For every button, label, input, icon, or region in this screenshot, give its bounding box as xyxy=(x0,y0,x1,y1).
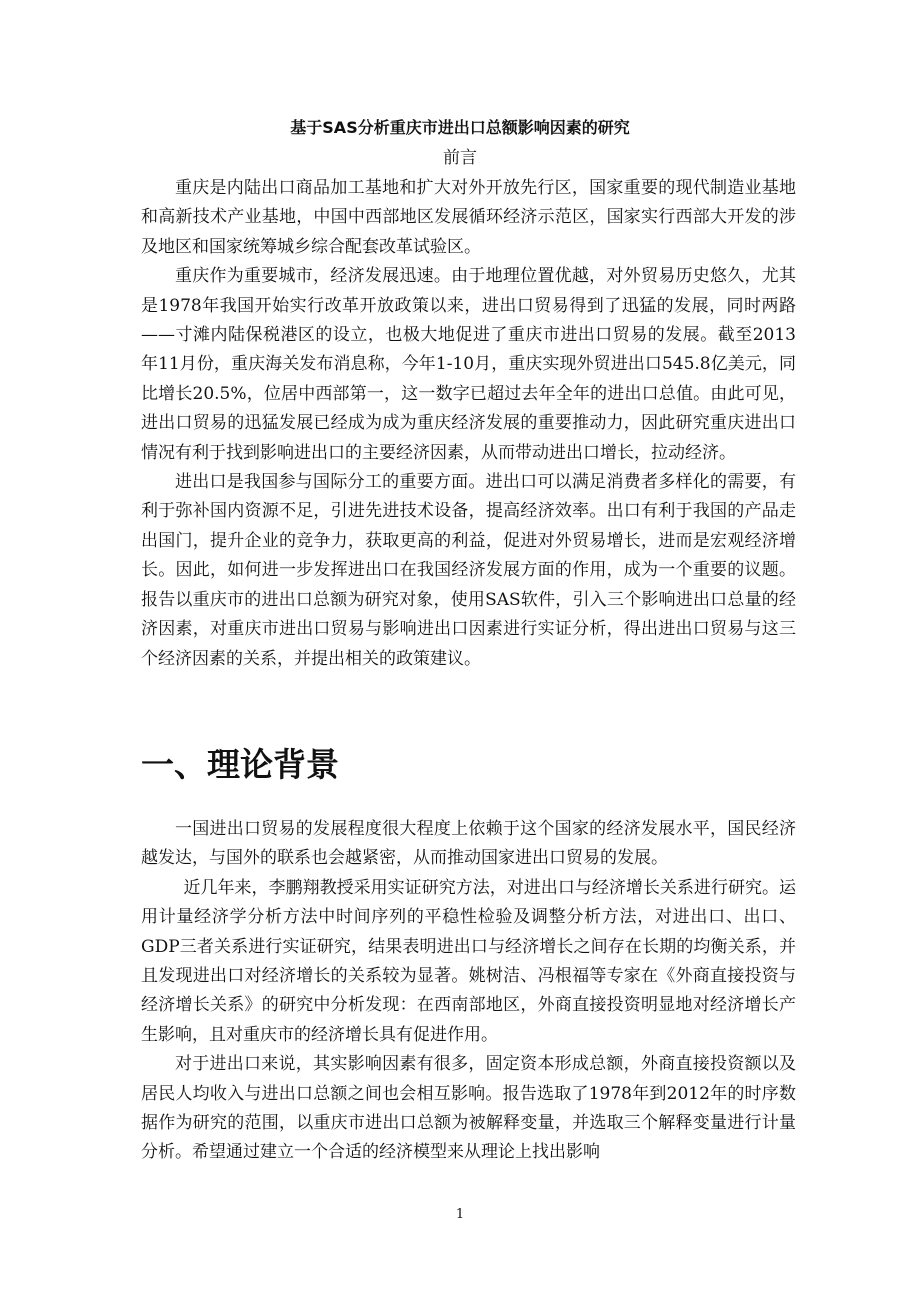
page-number: 1 xyxy=(455,1207,465,1222)
intro-paragraph-1: 重庆是内陆出口商品加工基地和扩大对外开放先行区，国家重要的现代制造业基地和高新技术产业基地，中国中西部地区发展循环经济示范区，国家实行西部大开发的涉及地区和国家统筹城乡综合配套改革试验区。 xyxy=(141,178,796,257)
intro-paragraph-3: 进出口是我国参与国际分工的重要方面。进出口可以满足消费者多样化的需要，有利于弥补国内资源不足，引进先进技术设备，提高经济效率。出口有利于我国的产品走出国门，提升企业的竞争力，获取更高的利益，促进对外贸易增长，进而是宏观经济增长。因此，如何进一步发挥进出口在我国经济发展方面的作用，成为一个重要的议题。报告以重庆市的进出口总额为研究对象，使用SAS软件，引入三个影响进出口总量的经济因素，对重庆市进出口贸易与影响进出口因素进行实证分析，得出进出口贸易与这三个经济因素的关系，并提出相关的政策建议。 xyxy=(141,472,796,669)
section-heading: 一、理论背景 xyxy=(141,745,339,784)
intro-paragraph-2: 重庆作为重要城市，经济发展迅速。由于地理位置优越，对外贸易历史悠久，尤其是1978年我国开始实行改革开放政策以来，进出口贸易得到了迅猛的发展，同时两路——寸滩内陆保税港区的设立，也极大地促进了重庆市进出口贸易的发展。截至2013年11月份，重庆海关发布消息称，今年1-10月，重庆实现外贸进出口545.8亿美元，同比增长20.5%，位居中西部第一，这一数字已超过去年全年的进出口总值。由此可见，进出口贸易的迅猛发展已经成为成为重庆经济发展的重要推动力，因此研究重庆进出口情况有利于找到影响进出口的主要经济因素，从而带动进出口增长，拉动经济。 xyxy=(141,266,796,463)
document-title: 基于SAS分析重庆市进出口总额影响因素的研究 xyxy=(290,118,630,137)
document-subtitle: 前言 xyxy=(443,148,477,168)
section-paragraph-1: 一国进出口贸易的发展程度很大程度上依赖于这个国家的经济发展水平，国民经济越发达，与国外的联系也会越紧密，从而推动国家进出口贸易的发展。 xyxy=(141,819,796,869)
section-paragraph-2: 近几年来，李鹏翔教授采用实证研究方法，对进出口与经济增长关系进行研究。运用计量经济学分析方法中时间序列的平稳性检验及调整分析方法，对进出口、出口、GDP三者关系进行实证研究，结果表明进出口与经济增长之间存在长期的均衡关系，并且发现进出口对经济增长的关系较为显著。姚树洁、冯根福等专家在《外商直接投资与经济增长关系》的研究中分析发现：在西南部地区，外商直接投资明显地对经济增长产生影响，且对重庆市的经济增长具有促进作用。 xyxy=(141,877,796,1045)
section-paragraph-3: 对于进出口来说，其实影响因素有很多，固定资本形成总额，外商直接投资额以及居民人均收入与进出口总额之间也会相互影响。报告选取了1978年到2012年的时序数据作为研究的范围，以重庆市进出口总额为被解释变量，并选取三个解释变量进行计量分析。希望通过建立一个合适的经济模型来从理论上找出影响 xyxy=(141,1054,796,1163)
intro-section xyxy=(141,174,796,674)
theory-section xyxy=(141,815,796,1168)
